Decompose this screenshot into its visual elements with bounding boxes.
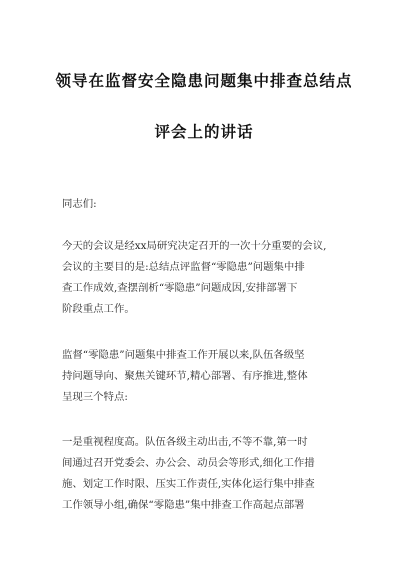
paragraph-line: 工作领导小组,确保“零隐患”集中排查工作高起点部署	[62, 499, 305, 511]
paragraph-line: 查工作成效,查摆剖析“零隐患”问题成因,安排部署下	[62, 282, 298, 294]
paragraph-line: 阶段重点工作。	[62, 303, 135, 315]
paragraph-1	[62, 236, 362, 320]
paragraph-line: 监督“零隐患”问题集中排查工作开展以来,队伍各级坚	[62, 349, 305, 361]
paragraph-3	[62, 432, 362, 516]
paragraph-line: 间通过召开党委会、办公会、动员会等形式,细化工作措	[62, 457, 315, 469]
paragraph-line: 呈现三个特点:	[62, 391, 128, 403]
paragraph-line: 会议的主要目的是:总结点评监督“零隐患”问题集中排	[62, 261, 305, 273]
greeting	[62, 194, 362, 215]
greeting-text: 同志们:	[62, 198, 97, 210]
paragraph-line: 今天的会议是经xx局研究决定召开的一次十分重要的会议,	[62, 240, 327, 252]
document-title-line-2: 评会上的讲话	[154, 123, 254, 141]
paragraph-line: 持问题导向、聚焦关键环节,精心部署、有序推进,整体	[62, 370, 308, 382]
paragraph-line: 一是重视程度高。队伍各级主动出击,不等不靠,第一时	[62, 436, 308, 448]
document-title-line-1: 领导在监督安全隐患问题集中排查总结点	[55, 72, 353, 90]
paragraph-2	[62, 345, 362, 408]
paragraph-line: 施、划定工作时限、压实工作责任,实体化运行集中排查	[62, 478, 315, 490]
